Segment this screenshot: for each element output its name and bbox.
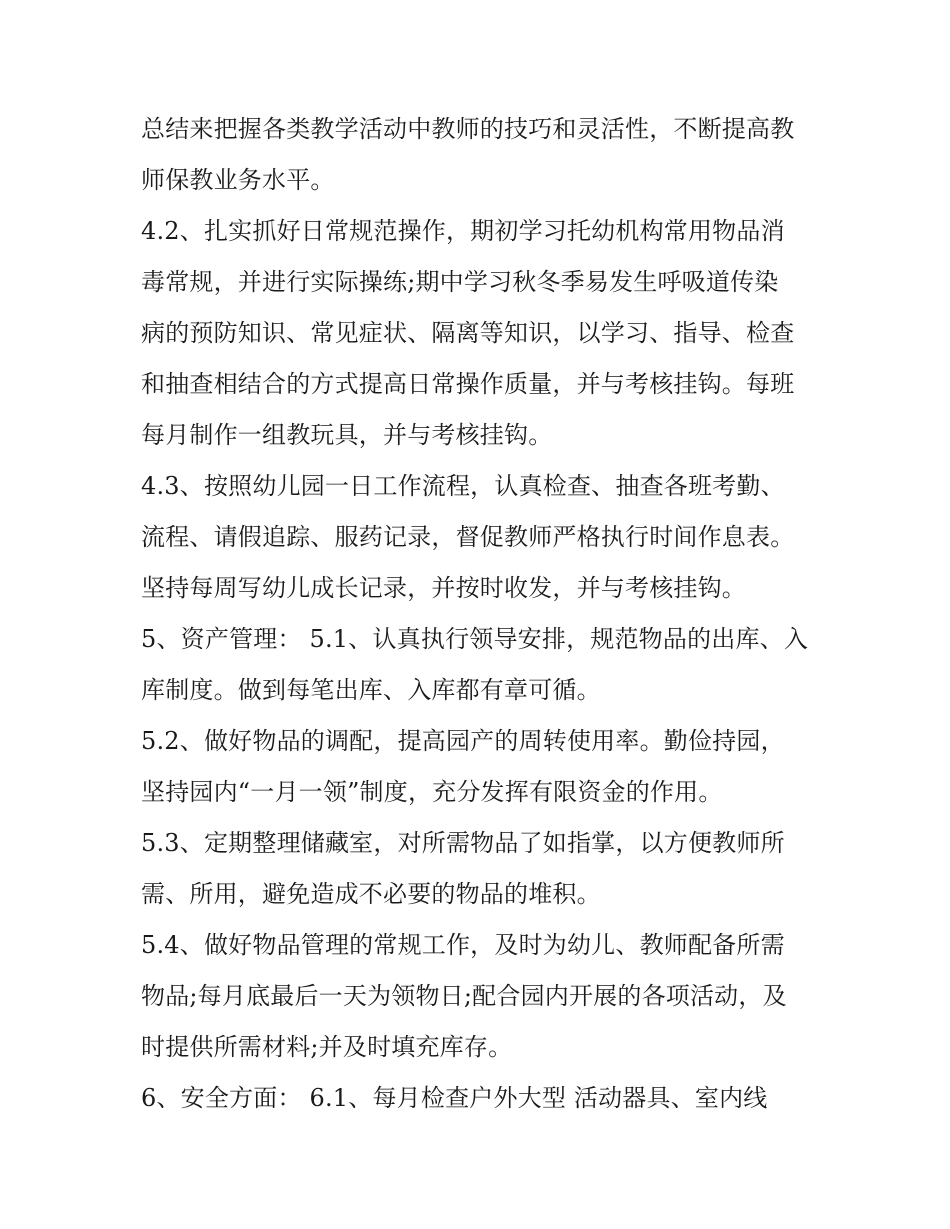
text-line: 坚持园内“一月一领”制度，充分发挥有限资金的作用。 <box>141 778 723 806</box>
text-line: 5.2、做好物品的调配，提高园产的周转使用率。勤俭持园， <box>141 727 785 755</box>
text-line: 5.4、做好物品管理的常规工作，及时为幼儿、教师配备所需 <box>141 931 785 959</box>
text-line: 5、资产管理： 5.1、认真执行领导安排，规范物品的出库、入 <box>141 625 809 653</box>
text-line: 库制度。做到每笔出库、入库都有章可循。 <box>141 676 601 704</box>
text-line: 物品;每月底最后一天为领物日;配合园内开展的各项活动，及 <box>141 982 787 1010</box>
text-line: 4.3、按照幼儿园一日工作流程，认真检查、抽查各班考勤、 <box>141 472 785 500</box>
text-line: 和抽查相结合的方式提高日常操作质量，并与考核挂钩。每班 <box>141 370 795 398</box>
text-line: 坚持每周写幼儿成长记录，并按时收发，并与考核挂钩。 <box>141 574 746 602</box>
text-line: 流程、请假追踪、服药记录，督促教师严格执行时间作息表。 <box>141 523 795 551</box>
text-line: 总结来把握各类教学活动中教师的技巧和灵活性，不断提高教 <box>141 115 795 143</box>
text-line: 时提供所需材料;并及时填充库存。 <box>141 1033 513 1061</box>
document-body <box>141 104 821 1124</box>
text-line: 需、所用，避免造成不必要的物品的堆积。 <box>141 880 601 908</box>
text-line: 每月制作一组教玩具，并与考核挂钩。 <box>141 421 553 449</box>
text-line: 6、安全方面： 6.1、每月检查户外大型 活动器具、室内线 <box>141 1084 768 1112</box>
text-line: 毒常规，并进行实际操练;期中学习秋冬季易发生呼吸道传染 <box>141 268 779 296</box>
text-line: 病的预防知识、常见症状、隔离等知识，以学习、指导、检查 <box>141 319 795 347</box>
text-line: 5.3、定期整理储藏室，对所需物品了如指掌，以方便教师所 <box>141 829 785 857</box>
text-line: 4.2、扎实抓好日常规范操作，期初学习托幼机构常用物品消 <box>141 217 785 245</box>
text-line: 师保教业务水平。 <box>141 166 335 194</box>
